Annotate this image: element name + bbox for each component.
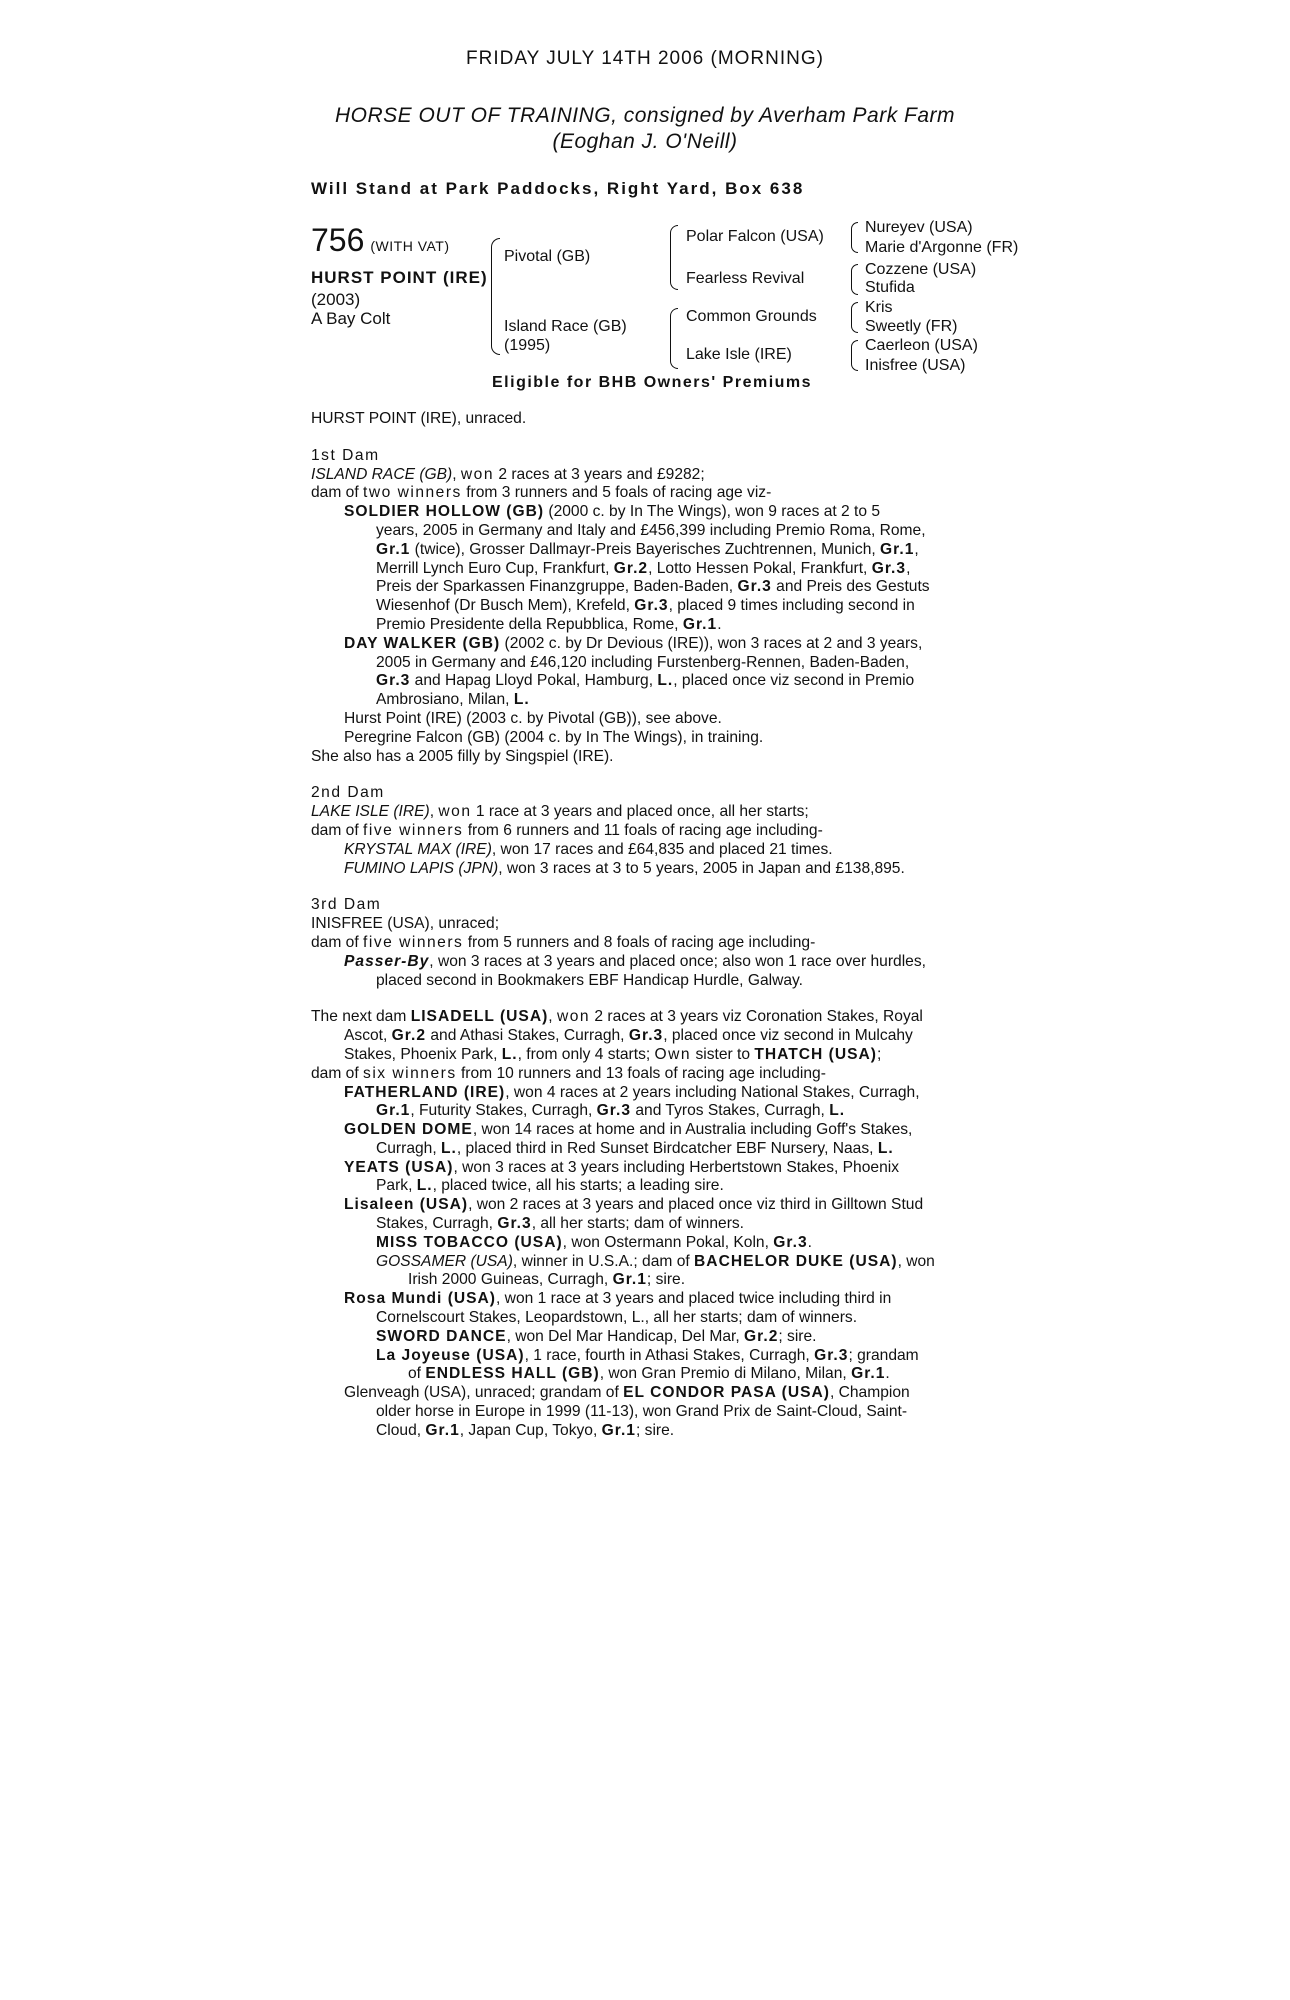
dam-sire: Common Grounds — [686, 308, 817, 325]
lot-number-line — [311, 222, 450, 259]
text-line: Merrill Lynch Euro Cup, Frankfurt, Gr.2, Lotto Hessen Pokal, Frankfurt, Gr.3, — [376, 559, 911, 577]
dam-line-brace-lower — [670, 338, 678, 369]
race-record: HURST POINT (IRE), unraced. — [311, 410, 527, 427]
text-line: older horse in Europe in 1999 (11-13), won Grand Prix de Saint-Cloud, Saint- — [376, 1403, 908, 1421]
dam-name: Island Race (GB) — [504, 318, 627, 335]
sire-dam: Fearless Revival — [686, 270, 805, 287]
first-dam-produce: dam of two winners from 3 runners and 5 foals of racing age viz- — [311, 484, 772, 502]
grandsire-7: Caerleon (USA) — [865, 337, 978, 354]
dam-dam: Lake Isle (IRE) — [686, 346, 792, 363]
text-line: Ascot, Gr.2 and Athasi Stakes, Curragh, Gr.3, placed once viz second in Mulcahy — [344, 1027, 913, 1045]
sire-sire: Polar Falcon (USA) — [686, 228, 824, 245]
text-line: Gr.3 and Hapag Lloyd Pokal, Hamburg, L., placed once viz second in Premio — [376, 672, 915, 690]
stand-location: Will Stand at Park Paddocks, Right Yard, Box 638 — [311, 179, 805, 198]
third-dam-produce: dam of five winners from 5 runners and 8 foals of racing age including- — [311, 933, 816, 951]
progeny-lisaleen: Lisaleen (USA), won 2 races at 3 years and placed once viz third in Gilltown Stud — [344, 1196, 924, 1214]
grandsire-1: Nureyev (USA) — [865, 219, 973, 236]
progeny-golden-dome: GOLDEN DOME, won 14 races at home and in Australia including Goff's Stakes, — [344, 1121, 913, 1139]
sire-line-brace — [670, 225, 678, 258]
dam-brace — [491, 290, 500, 355]
granddam-4: Stufida — [865, 279, 915, 296]
grandsire-5: Kris — [865, 299, 893, 316]
progeny-hurst-point: Hurst Point (IRE) (2003 c. by Pivotal (GB)), see above. — [344, 709, 722, 727]
text-line: of ENDLESS HALL (GB), won Gran Premio di Milano, Milan, Gr.1. — [408, 1365, 890, 1383]
progeny-glenveagh: Glenveagh (USA), unraced; grandam of EL CONDOR PASA (USA), Champion — [344, 1384, 910, 1402]
text-line: Gr.1 (twice), Grosser Dallmayr-Preis Bayerisches Zuchtrennen, Munich, Gr.1, — [376, 540, 919, 558]
text-line: Stakes, Phoenix Park, L., from only 4 starts; Own sister to THATCH (USA); — [344, 1045, 882, 1063]
sire-line-brace-lower — [670, 257, 678, 290]
text-line: Cornelscourt Stakes, Leopardstown, L., all her starts; dam of winners. — [376, 1309, 858, 1327]
progeny-day-walker: DAY WALKER (GB) (2002 c. by Dr Devious (IRE)), won 3 races at 2 and 3 years, — [344, 634, 923, 652]
grandsire-3: Cozzene (USA) — [865, 261, 977, 278]
progeny-la-joyeuse: La Joyeuse (USA), 1 race, fourth in Athasi Stakes, Curragh, Gr.3; grandam — [376, 1346, 919, 1364]
progeny-fatherland: FATHERLAND (IRE), won 4 races at 2 years including National Stakes, Curragh, — [344, 1083, 920, 1101]
text-line: Curragh, L., placed third in Red Sunset Birdcatcher EBF Nursery, Naas, L. — [376, 1139, 894, 1157]
next-dam-produce: dam of six winners from 10 runners and 13 foals of racing age including- — [311, 1064, 826, 1082]
text-line: Park, L., placed twice, all his starts; a leading sire. — [376, 1177, 724, 1195]
progeny-yeats: YEATS (USA), won 3 races at 3 years including Herbertstown Stakes, Phoenix — [344, 1158, 900, 1176]
g-brace-1 — [851, 222, 858, 238]
second-dam-produce: dam of five winners from 6 runners and 11 foals of racing age including- — [311, 821, 823, 839]
horse-name: HURST POINT (IRE) — [311, 268, 488, 287]
horse-description: A Bay Colt — [311, 309, 391, 328]
text-line: years, 2005 in Germany and Italy and £456,399 including Premio Roma, Rome, — [376, 521, 926, 539]
third-dam-line: INISFREE (USA), unraced; — [311, 915, 500, 933]
catalogue-body — [311, 410, 1111, 1441]
text-line: Gr.1, Futurity Stakes, Curragh, Gr.3 and Tyros Stakes, Curragh, L. — [376, 1102, 846, 1120]
g-brace-4b — [851, 355, 858, 371]
consignment-line: HORSE OUT OF TRAINING, consigned by Averham Park Farm (Eoghan J. O'Neill) — [334, 104, 956, 153]
first-dam-heading: 1st Dam — [311, 446, 380, 464]
sire-brace — [491, 238, 500, 291]
progeny-sword-dance: SWORD DANCE, won Del Mar Handicap, Del Mar, Gr.2; sire. — [376, 1327, 817, 1345]
premiums-eligibility: Eligible for BHB Owners' Premiums — [492, 374, 813, 391]
granddam-8: Inisfree (USA) — [865, 357, 966, 374]
g-brace-4 — [851, 340, 858, 356]
third-dam-heading: 3rd Dam — [311, 896, 382, 914]
g-brace-2b — [851, 279, 858, 295]
progeny-peregrine-falcon: Peregrine Falcon (GB) (2004 c. by In The Wings), in training. — [344, 728, 764, 746]
next-dam-line: The next dam LISADELL (USA), won 2 races at 3 years viz Coronation Stakes, Royal — [311, 1008, 923, 1026]
text-line: placed second in Bookmakers EBF Handicap Hurdle, Galway. — [376, 971, 804, 989]
progeny-krystal-max: KRYSTAL MAX (IRE), won 17 races and £64,835 and placed 21 times. — [344, 840, 833, 858]
progeny-passer-by: Passer-By, won 3 races at 3 years and placed once; also won 1 race over hurdles, — [344, 952, 926, 970]
granddam-2: Marie d'Argonne (FR) — [865, 239, 1019, 256]
progeny-soldier-hollow: SOLDIER HOLLOW (GB) (2000 c. by In The Wings), won 9 races at 2 to 5 — [344, 503, 881, 521]
text-line: Cloud, Gr.1, Japan Cup, Tokyo, Gr.1; sire. — [376, 1421, 675, 1439]
lot-number: 756 — [311, 222, 365, 258]
progeny-gossamer: GOSSAMER (USA), winner in U.S.A.; dam of BACHELOR DUKE (USA), won — [376, 1252, 935, 1270]
text-line: Premio Presidente della Repubblica, Rome, Gr.1. — [376, 615, 722, 633]
text-line: 2005 in Germany and £46,120 including Furstenberg-Rennen, Baden-Baden, — [376, 653, 910, 671]
dam-year: (1995) — [504, 337, 551, 354]
g-brace-1b — [851, 237, 858, 253]
sale-date: FRIDAY JULY 14TH 2006 (MORNING) — [466, 48, 824, 69]
foaling-year: (2003) — [311, 290, 361, 309]
second-dam-line: LAKE ISLE (IRE), won 1 race at 3 years and placed once, all her starts; — [311, 803, 809, 821]
progeny-rosa-mundi: Rosa Mundi (USA), won 1 race at 3 years and placed twice including third in — [344, 1290, 892, 1308]
g-brace-3 — [851, 302, 858, 318]
sire-name: Pivotal (GB) — [504, 248, 591, 265]
progeny-fumino-lapis: FUMINO LAPIS (JPN), won 3 races at 3 to 5 years, 2005 in Japan and £138,895. — [344, 859, 905, 877]
filly-note: She also has a 2005 filly by Singspiel (IRE). — [311, 747, 614, 765]
second-dam-heading: 2nd Dam — [311, 784, 385, 802]
text-line: Preis der Sparkassen Finanzgruppe, Baden-Baden, Gr.3 and Preis des Gestuts — [376, 578, 930, 596]
text-line: Stakes, Curragh, Gr.3, all her starts; dam of winners. — [376, 1215, 745, 1233]
text-line: Irish 2000 Guineas, Curragh, Gr.1; sire. — [408, 1271, 686, 1289]
first-dam-line: ISLAND RACE (GB), won 2 races at 3 years and £9282; — [311, 465, 705, 483]
progeny-miss-tobacco: MISS TOBACCO (USA), won Ostermann Pokal, Koln, Gr.3. — [376, 1233, 812, 1251]
text-line: Ambrosiano, Milan, L. — [376, 691, 530, 709]
dam-line-brace — [670, 308, 678, 339]
granddam-6: Sweetly (FR) — [865, 318, 958, 335]
vat-note: (WITH VAT) — [370, 238, 450, 254]
text-line: Wiesenhof (Dr Busch Mem), Krefeld, Gr.3, placed 9 times including second in — [376, 597, 915, 615]
g-brace-2 — [851, 264, 858, 280]
g-brace-3b — [851, 317, 858, 333]
